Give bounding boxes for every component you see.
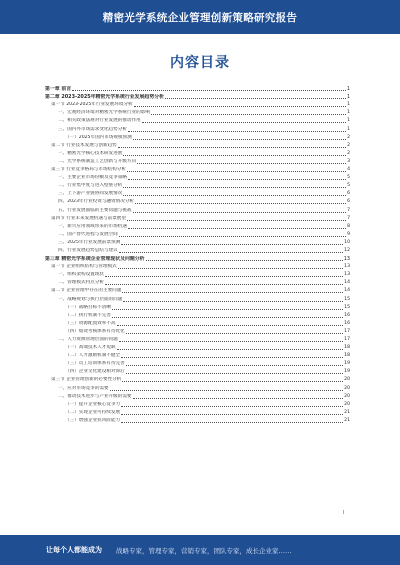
- toc-entry-page: 15: [344, 296, 350, 302]
- toc-entry-page: 7: [347, 215, 350, 221]
- toc-leader-dots: [105, 276, 343, 277]
- toc-entry[interactable]: [45, 262, 350, 270]
- toc-entry-page: 6: [347, 191, 350, 197]
- toc-leader-dots: [127, 220, 346, 221]
- toc-entry[interactable]: [45, 311, 350, 319]
- footer-slogan: 让每个人都能成为: [46, 546, 102, 554]
- toc-entry-label: 第三节 行业竞争格局与市场结构分析: [51, 167, 126, 173]
- toc-entry-page: 7: [347, 207, 350, 213]
- toc-entry[interactable]: [45, 367, 350, 375]
- toc-entry-page: 18: [344, 345, 350, 351]
- toc-entry-label: （三）增强企业抗风险能力: [65, 417, 121, 423]
- toc-entry-label: 第一章 前言: [45, 86, 72, 93]
- toc-entry[interactable]: [45, 214, 350, 222]
- toc-entry[interactable]: [45, 230, 350, 238]
- toc-entry-label: 一、精密光学核心技术研发进展: [58, 150, 123, 156]
- toc-entry-label: 二、光学系统制造工艺创新与升级方向: [58, 158, 137, 164]
- toc-entry-page: 13: [344, 264, 350, 270]
- toc-entry-page: 15: [344, 304, 350, 310]
- toc-leader-dots: [133, 212, 347, 213]
- toc-entry[interactable]: [45, 327, 350, 335]
- toc-entry-page: 14: [344, 288, 350, 294]
- toc-entry[interactable]: [45, 408, 350, 416]
- toc-entry-page: 17: [344, 328, 350, 334]
- toc-entry-label: 四、行业发展趋势总结与建议: [58, 247, 118, 253]
- toc-entry-label: （一）高端技术人才短缺: [65, 345, 116, 351]
- toc-leader-dots: [123, 301, 343, 302]
- toc-entry-label: 一、战略规划与执行层面的问题: [58, 296, 123, 302]
- toc-leader-dots: [165, 98, 346, 99]
- toc-entry-label: 四、2023年行业投资与融资情况分析: [58, 199, 135, 205]
- toc-entry-page: 3: [347, 158, 350, 164]
- toc-entry-page: 9: [347, 231, 350, 237]
- page-number: I: [343, 510, 345, 516]
- toc-entry-label: 第二节 企业管理中存在的主要问题: [51, 288, 122, 294]
- toc-entry-label: 一、新兴应用领域带来的市场机遇: [58, 223, 127, 229]
- toc-entry-page: 18: [344, 353, 350, 359]
- toc-entry-label: 二、行业集中度与进入壁垒分析: [58, 183, 123, 189]
- toc-entry[interactable]: [45, 92, 350, 100]
- toc-entry[interactable]: [45, 335, 350, 343]
- toc-entry-page: 2: [347, 134, 350, 140]
- toc-entry-label: （三）员工培训体系有待完善: [65, 361, 125, 367]
- toc-leader-dots: [119, 341, 343, 342]
- toc-leader-dots: [123, 155, 346, 156]
- toc-leader-dots: [119, 236, 346, 237]
- toc-entry-label: （二）人才激励机制不健全: [65, 353, 121, 359]
- toc-entry-page: 21: [344, 417, 350, 423]
- toc-entry-page: 17: [344, 337, 350, 342]
- toc-entry-page: 16: [344, 320, 350, 326]
- toc-entry[interactable]: [45, 149, 350, 157]
- toc-entry-label: 二、人力资源管理层面的问题: [58, 337, 118, 342]
- toc-entry[interactable]: [45, 181, 350, 189]
- toc-entry-label: 三、上下游产业链协同发展情况: [58, 191, 123, 197]
- toc-leader-dots: [128, 131, 346, 132]
- toc-entry[interactable]: [45, 189, 350, 197]
- toc-entry-page: 4: [347, 167, 350, 173]
- toc-entry[interactable]: [45, 157, 350, 165]
- toc-entry-page: 6: [347, 199, 350, 205]
- toc-entry[interactable]: [45, 303, 350, 311]
- toc-entry[interactable]: [45, 351, 350, 359]
- toc-entry[interactable]: [45, 116, 350, 124]
- toc-leader-dots: [121, 244, 343, 245]
- toc-entry[interactable]: [45, 141, 350, 149]
- toc-entry-label: 三、国内外市场需求变化趋势分析: [58, 126, 127, 132]
- page-header: [0, 0, 400, 34]
- toc-leader-dots: [128, 228, 346, 229]
- toc-entry[interactable]: [45, 416, 350, 424]
- toc-entry-page: 1: [346, 94, 350, 101]
- toc-leader-dots: [126, 365, 343, 366]
- page-footer: [0, 535, 400, 565]
- toc-entry-label: 二、管理模式特点分析: [58, 280, 104, 286]
- toc-entry-label: 二、推动技术进步与产业升级的需要: [58, 393, 132, 399]
- toc-entry-page: 19: [344, 369, 350, 375]
- toc-entry-page: 5: [347, 183, 350, 189]
- toc-entry[interactable]: [45, 222, 350, 230]
- toc-entry-label: （二）实现企业可持续发展: [65, 409, 121, 415]
- toc-leader-dots: [117, 325, 344, 326]
- toc-leader-dots: [110, 390, 344, 391]
- toc-leader-dots: [121, 422, 343, 423]
- toc-entry-page: 1: [347, 126, 350, 132]
- toc-entry[interactable]: [45, 254, 350, 262]
- toc-entry-label: 一、宏观经济环境对精密光学系统行业的影响: [58, 110, 150, 116]
- toc-leader-dots: [118, 268, 343, 269]
- toc-entry[interactable]: [45, 343, 350, 351]
- toc-leader-dots: [123, 195, 346, 196]
- toc-entry-page: 20: [344, 401, 350, 407]
- toc-entry-page: 13: [343, 256, 350, 263]
- toc-leader-dots: [128, 179, 346, 180]
- toc-leader-dots: [118, 147, 346, 148]
- toc-leader-dots: [117, 349, 344, 350]
- toc-entry-label: （一）战略目标不清晰: [65, 304, 111, 310]
- toc-entry-label: 二、国产替代进程与发展空间: [58, 231, 118, 237]
- toc-entry-label: 二、相关政策法规对行业发展的推动作用: [58, 118, 141, 124]
- toc-leader-dots: [137, 163, 346, 164]
- toc-entry[interactable]: [45, 383, 350, 391]
- toc-entry-page: 19: [344, 361, 350, 367]
- toc-entry-page: 2: [347, 142, 350, 148]
- toc-entry-label: 一、组织架构设置现状: [58, 272, 104, 278]
- toc-entry-page: 1: [347, 110, 350, 116]
- toc-entry[interactable]: [45, 108, 350, 116]
- toc-entry[interactable]: [45, 205, 350, 213]
- toc-entry-page: 2: [347, 150, 350, 156]
- toc-entry-page: 10: [344, 239, 350, 245]
- toc-entry-page: 5: [347, 175, 350, 181]
- toc-entry[interactable]: [45, 246, 350, 254]
- toc-entry[interactable]: [45, 238, 350, 246]
- toc-leader-dots: [121, 357, 343, 358]
- toc-leader-dots: [122, 381, 343, 382]
- toc-leader-dots: [112, 309, 343, 310]
- toc-entry-page: 20: [344, 393, 350, 399]
- toc-entry-label: （三）资源配置效率不高: [65, 320, 116, 326]
- toc-entry[interactable]: [45, 124, 350, 132]
- toc-entry[interactable]: [45, 100, 350, 108]
- toc-entry-page: 21: [344, 409, 350, 415]
- toc-entry[interactable]: [45, 400, 350, 408]
- toc-entry-page: 1: [346, 86, 350, 93]
- toc-entry-page: 1: [347, 118, 350, 124]
- toc-entry-label: 第三节 企业管理创新的必要性分析: [51, 377, 122, 383]
- toc-entry-label: （一）2025年国内市场规模预测: [65, 134, 132, 140]
- toc-leader-dots: [112, 317, 343, 318]
- toc-leader-dots: [121, 414, 343, 415]
- toc-entry[interactable]: [45, 294, 350, 302]
- toc-leader-dots: [126, 373, 343, 374]
- toc-leader-dots: [119, 252, 343, 253]
- toc-entry[interactable]: [45, 375, 350, 383]
- toc-entry[interactable]: [45, 173, 350, 181]
- toc-leader-dots: [122, 292, 343, 293]
- toc-leader-dots: [142, 122, 346, 123]
- toc-leader-dots: [126, 333, 343, 334]
- toc-entry-label: 一、主要企业市场份额及竞争策略: [58, 175, 127, 181]
- toc-entry-label: （二）执行机制不完善: [65, 312, 111, 318]
- toc-entry-page: 20: [344, 385, 350, 391]
- toc-entry[interactable]: [45, 84, 350, 92]
- toc-entry-label: 第二节 行业技术发展与创新趋势: [51, 142, 117, 148]
- toc-entry[interactable]: [45, 133, 350, 141]
- toc-entry-label: 第三章 精密光学系统企业管理现状及问题分析: [45, 256, 145, 263]
- toc-entry-label: （四）企业文化建设相对滞后: [65, 369, 125, 375]
- toc-entry-label: 第一节 企业组织结构与管理模式: [51, 264, 117, 270]
- report-title: 精密光学系统企业管理创新策略研究报告: [102, 11, 298, 24]
- toc-leader-dots: [135, 203, 346, 204]
- footer-tagline: 战略专家，管理专家，营销专家，团队专家，成长企业家……: [116, 546, 292, 555]
- toc-leader-dots: [146, 260, 343, 261]
- toc-entry-label: 第二章 2023-2025年精密光学系统行业发展趋势分析: [45, 94, 164, 101]
- toc-entry-label: 三、2025年行业发展前景预测: [58, 239, 121, 245]
- toc-entry[interactable]: [45, 165, 350, 173]
- toc-entry[interactable]: [45, 270, 350, 278]
- toc-entry-page: 12: [344, 247, 350, 253]
- toc-leader-dots: [133, 139, 346, 140]
- toc-entry-page: 13: [344, 272, 350, 278]
- toc-entry[interactable]: [45, 392, 350, 400]
- toc-entry-label: （四）绩效考核体系有待优化: [65, 328, 125, 334]
- toc-entry-page: 14: [344, 280, 350, 286]
- toc-entry[interactable]: [45, 278, 350, 286]
- toc-entry-page: 20: [344, 377, 350, 383]
- toc-entry-page: 1: [347, 102, 350, 108]
- toc-entry[interactable]: [45, 197, 350, 205]
- toc-entry-label: 第一节 2023-2025年行业发展环境分析: [51, 102, 133, 108]
- toc-leader-dots: [123, 187, 346, 188]
- toc-entry[interactable]: [45, 359, 350, 367]
- toc-leader-dots: [72, 90, 346, 91]
- toc-entry-label: 第四节 行业未来发展机遇与前景展望: [51, 215, 126, 221]
- toc-entry-page: 16: [344, 312, 350, 318]
- toc-leader-dots: [133, 398, 344, 399]
- toc-leader-dots: [151, 114, 346, 115]
- toc-entry-label: 一、应对市场竞争的需要: [58, 385, 109, 391]
- toc-leader-dots: [134, 106, 346, 107]
- toc-entry-label: （一）提升企业核心竞争力: [65, 401, 121, 407]
- toc-entry-label: 五、行业发展面临的主要问题与挑战: [58, 207, 132, 213]
- toc-entry[interactable]: [45, 319, 350, 327]
- toc-entry[interactable]: [45, 286, 350, 294]
- table-of-contents: [45, 84, 350, 424]
- toc-heading: 内容目录: [170, 55, 230, 71]
- toc-entry-page: 8: [347, 223, 350, 229]
- toc-leader-dots: [127, 171, 346, 172]
- toc-leader-dots: [105, 284, 343, 285]
- toc-leader-dots: [121, 406, 343, 407]
